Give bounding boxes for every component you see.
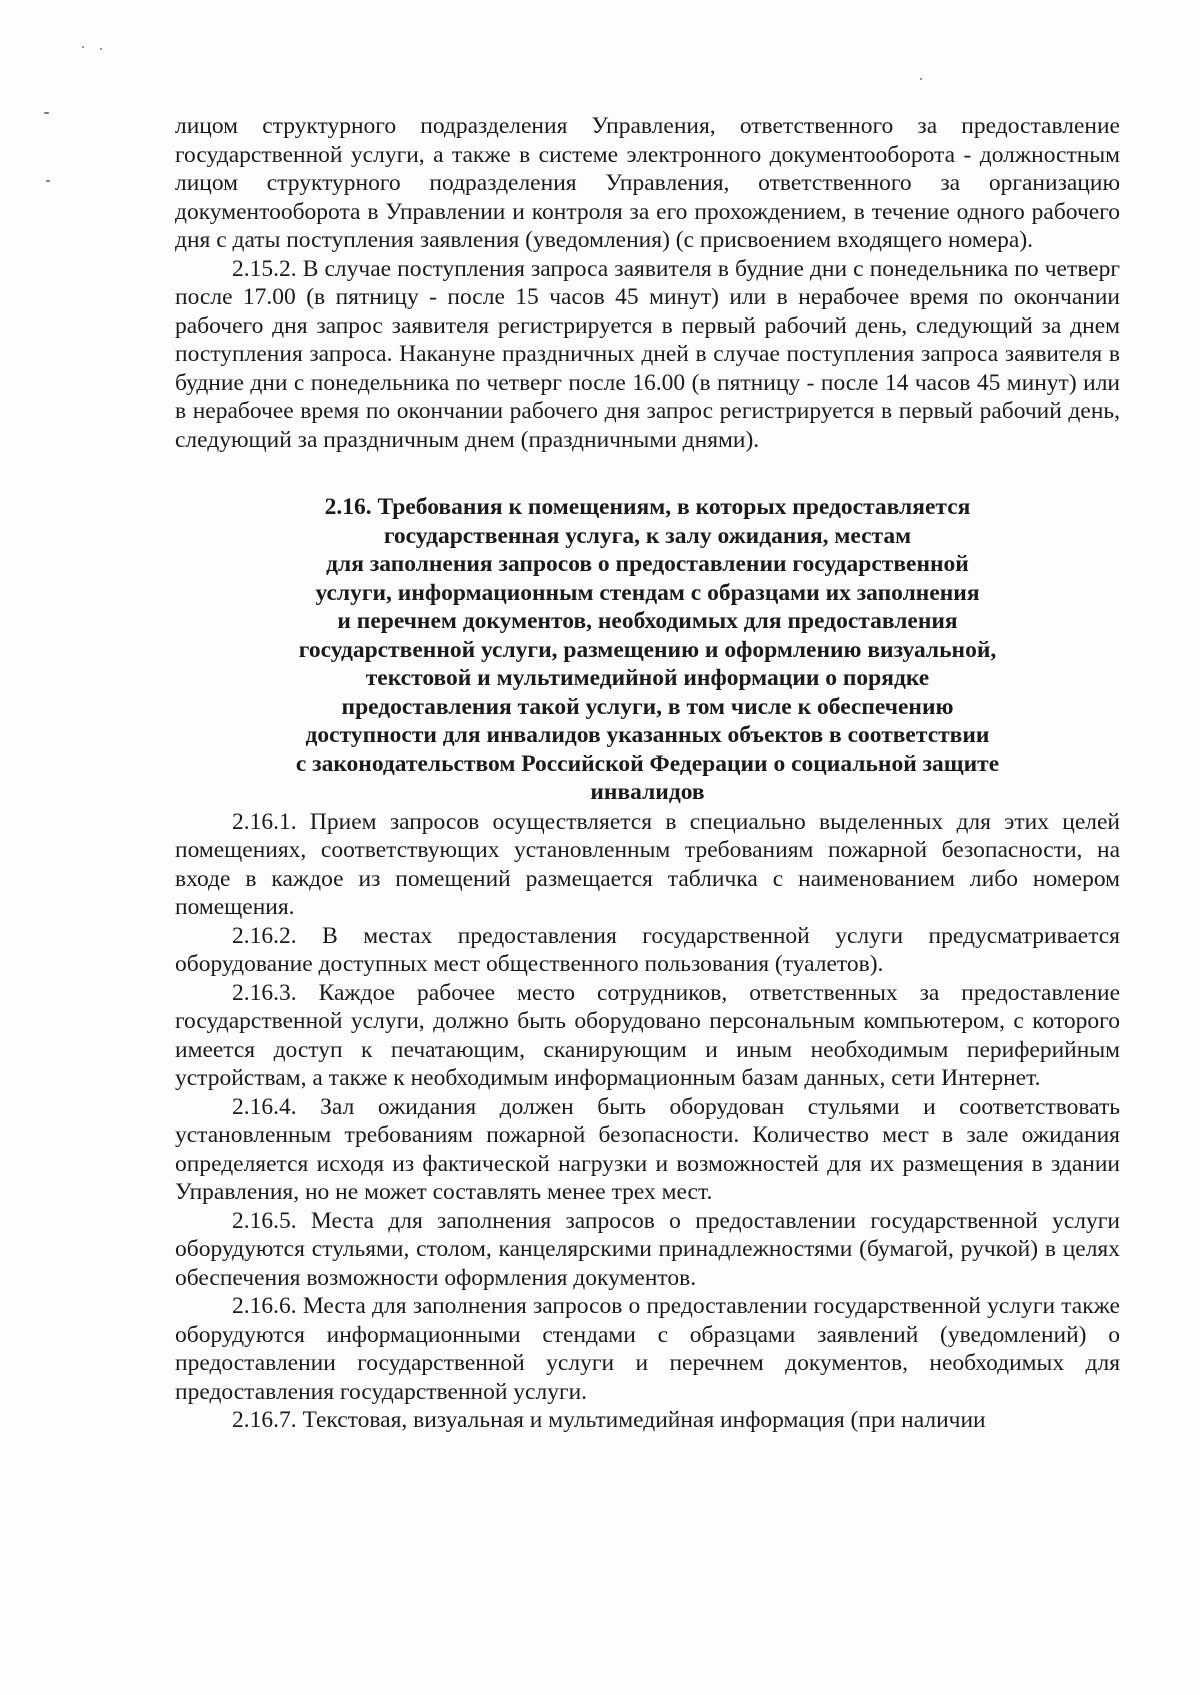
scan-speck xyxy=(920,78,922,80)
heading-line: государственной услуги, размещению и оформлению визуальной, xyxy=(298,636,997,663)
heading-line: 2.16. Требования к помещениям, в которых предоставляется xyxy=(324,494,971,520)
paragraph-2-15-2: 2.15.2. В случае поступления запроса заявителя в будние дни с понедельника по четверг после 17.00 (в пятницу - после 15 часов 45 минут) или в нерабочее время по окончании рабочего дня запрос заявителя регистрируется в первый рабочий день, следующий за днем поступления запроса. Накануне праздничных дней в случае поступления запроса заявителя в будние дни с понедельника по четверг после 16.00 (в пятницу - после 14 часов 45 минут) или в нерабочее время по окончании рабочего дня запрос регистрируется в первый рабочий день, следующий за праздничным днем (праздничными днями). xyxy=(175,255,1120,453)
scan-speck xyxy=(82,46,84,48)
document-body xyxy=(175,112,1120,1435)
heading-line: инвалидов xyxy=(590,779,705,805)
scan-speck xyxy=(100,48,102,50)
heading-line: доступности для инвалидов указанных объектов в соответствии xyxy=(305,722,990,748)
scan-speck xyxy=(44,112,49,114)
heading-line: государственная услуга, к залу ожидания, местам xyxy=(383,522,912,549)
paragraph-2-16-4: 2.16.4. Зал ожидания должен быть оборудован стульями и соответствовать установленным требованиям пожарной безопасности. Количество мест в зале ожидания определяется исходя из фактической нагрузки и возможностей для их размещения в здании Управления, но не может составлять менее трех мест. xyxy=(175,1093,1120,1205)
heading-line: с законодательством Российской Федерации о социальной защите xyxy=(295,750,1000,777)
paragraph-2-16-3: 2.16.3. Каждое рабочее место сотрудников, ответственных за предоставление государственной услуги, должно быть оборудовано персональным компьютером, с которого имеется доступ к печатающим, сканирующим и иным необходимым периферийным устройствам, а также к необходимым информационным базам данных, сети Интернет. xyxy=(175,979,1120,1091)
heading-line: для заполнения запросов о предоставлении государственной xyxy=(326,551,969,577)
paragraph-2-16-6: 2.16.6. Места для заполнения запросов о предоставлении государственной услуги также оборудуются информационными стендами с образцами заявлений (уведомлений) о предоставлении государственной услуги и перечнем документов, необходимых для предоставления государственной услуги. xyxy=(175,1293,1120,1405)
continuation-paragraph: лицом структурного подразделения Управления, ответственного за предоставление государственной услуги, а также в системе электронного документооборота - должностным лицом структурного подразделения Управления, ответственного за организацию документооборота в Управлении и контроля за его прохождением, в течение одного рабочего дня с даты поступления заявления (уведомления) (с присвоением входящего номера). xyxy=(175,113,1120,253)
heading-line: услуги, информационным стендам с образцами их заполнения xyxy=(315,579,980,606)
heading-line: текстовой и мультимедийной информации о порядке xyxy=(365,665,930,691)
section-heading-2-16 xyxy=(175,493,1120,807)
paragraph-2-16-1: 2.16.1. Прием запросов осуществляется в специально выделенных для этих целей помещениях, соответствующих установленным требованиям пожарной безопасности, на входе в каждое из помещений размещается табличка с наименованием либо номером помещения. xyxy=(175,808,1120,920)
heading-line: предоставления такой услуги, в том числе к обеспечению xyxy=(341,693,954,720)
paragraph-2-16-2: 2.16.2. В местах предоставления государственной услуги предусматривается оборудование доступных мест общественного пользования (туалетов). xyxy=(175,922,1120,977)
paragraph-2-16-5: 2.16.5. Места для заполнения запросов о предоставлении государственной услуги оборудуются стульями, столом, канцелярскими принадлежностями (бумагой, ручкой) в целях обеспечения возможности оформления документов. xyxy=(175,1207,1120,1291)
heading-line: и перечнем документов, необходимых для предоставления xyxy=(337,608,958,634)
paragraph-2-16-7: 2.16.7. Текстовая, визуальная и мультимедийная информация (при наличии xyxy=(232,1407,986,1433)
scan-speck xyxy=(46,180,50,182)
